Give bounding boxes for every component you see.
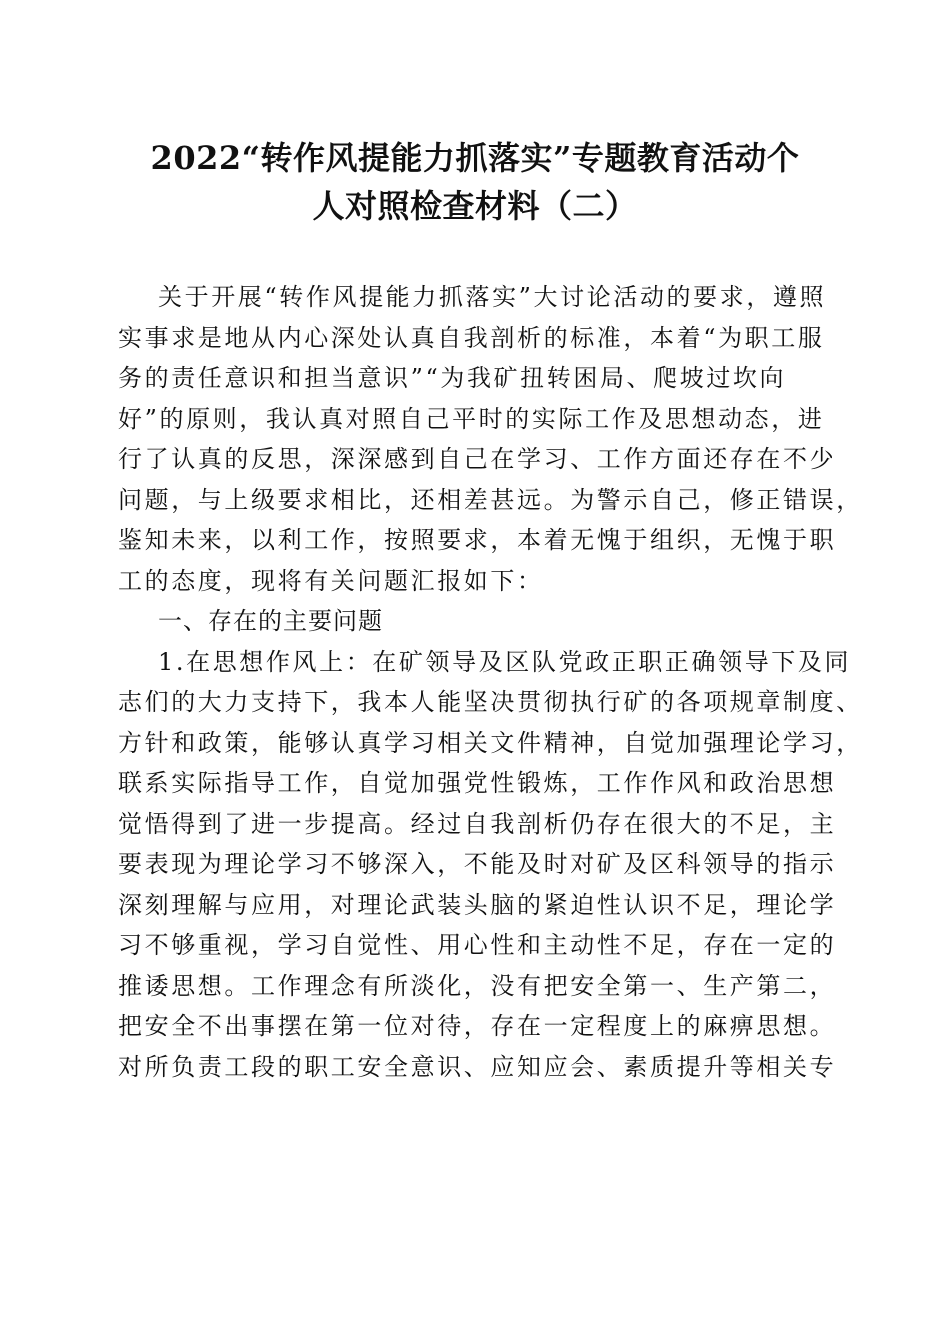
paragraph-line: 对所负责工段的职工安全意识、应知应会、素质提升等相关专 bbox=[118, 1052, 837, 1081]
paragraph-line: 觉悟得到了进一步提高。经过自我剖析仍存在很大的不足，主 bbox=[118, 809, 837, 838]
document-body bbox=[118, 277, 863, 1087]
paragraph-line: 实事求是地从内心深处认真自我剖析的标准，本着“为职工服 bbox=[118, 323, 825, 352]
paragraph-line: 推诿思想。工作理念有所淡化，没有把安全第一、生产第二， bbox=[118, 971, 837, 1000]
paragraph-line: 行了认真的反思，深深感到自己在学习、工作方面还存在不少 bbox=[118, 445, 837, 473]
paragraph-line: 关于开展“转作风提能力抓落实”大讨论活动的要求，遵照 bbox=[158, 283, 827, 311]
intro-paragraph bbox=[118, 277, 863, 601]
paragraph-line: 深刻理解与应用，对理论武装头脑的紧迫性认识不足，理论学 bbox=[118, 890, 837, 919]
paragraph-line: 习不够重视，学习自觉性、用心性和主动性不足，存在一定的 bbox=[118, 931, 837, 959]
document-title bbox=[110, 134, 840, 230]
paragraph-line: 方针和政策，能够认真学习相关文件精神，自觉加强理论学习， bbox=[118, 728, 863, 757]
paragraph-line: 联系实际指导工作，自觉加强党性锻炼，工作作风和政治思想 bbox=[118, 769, 837, 797]
paragraph-line: 务的责任意识和担当意识”“为我矿扭转困局、爬坡过坎向 bbox=[118, 364, 787, 392]
title-line-1: 2022“转作风提能力抓落实”专题教育活动个 bbox=[150, 139, 800, 177]
section-heading: 一、存在的主要问题 bbox=[158, 607, 383, 635]
paragraph-line: 1.在思想作风上：在矿领导及区队党政正职正确领导下及同 bbox=[158, 647, 852, 676]
paragraph-line: 好”的原则，我认真对照自己平时的实际工作及思想动态，进 bbox=[118, 404, 825, 433]
paragraph-line: 志们的大力支持下，我本人能坚决贯彻执行矿的各项规章制度、 bbox=[118, 688, 863, 716]
paragraph-line: 工的态度，现将有关问题汇报如下： bbox=[118, 566, 544, 595]
paragraph-line: 问题，与上级要求相比，还相差甚远。为警示自己，修正错误， bbox=[118, 485, 863, 514]
paragraph-line: 要表现为理论学习不够深入，不能及时对矿及区科领导的指示 bbox=[118, 850, 837, 878]
thought-style-paragraph bbox=[118, 642, 863, 1088]
paragraph-line: 把安全不出事摆在第一位对待，存在一定程度上的麻痹思想。 bbox=[118, 1012, 837, 1040]
paragraph-line: 鉴知未来，以利工作，按照要求，本着无愧于组织，无愧于职 bbox=[118, 526, 837, 554]
title-line-2: 人对照检查材料（二） bbox=[312, 187, 638, 225]
